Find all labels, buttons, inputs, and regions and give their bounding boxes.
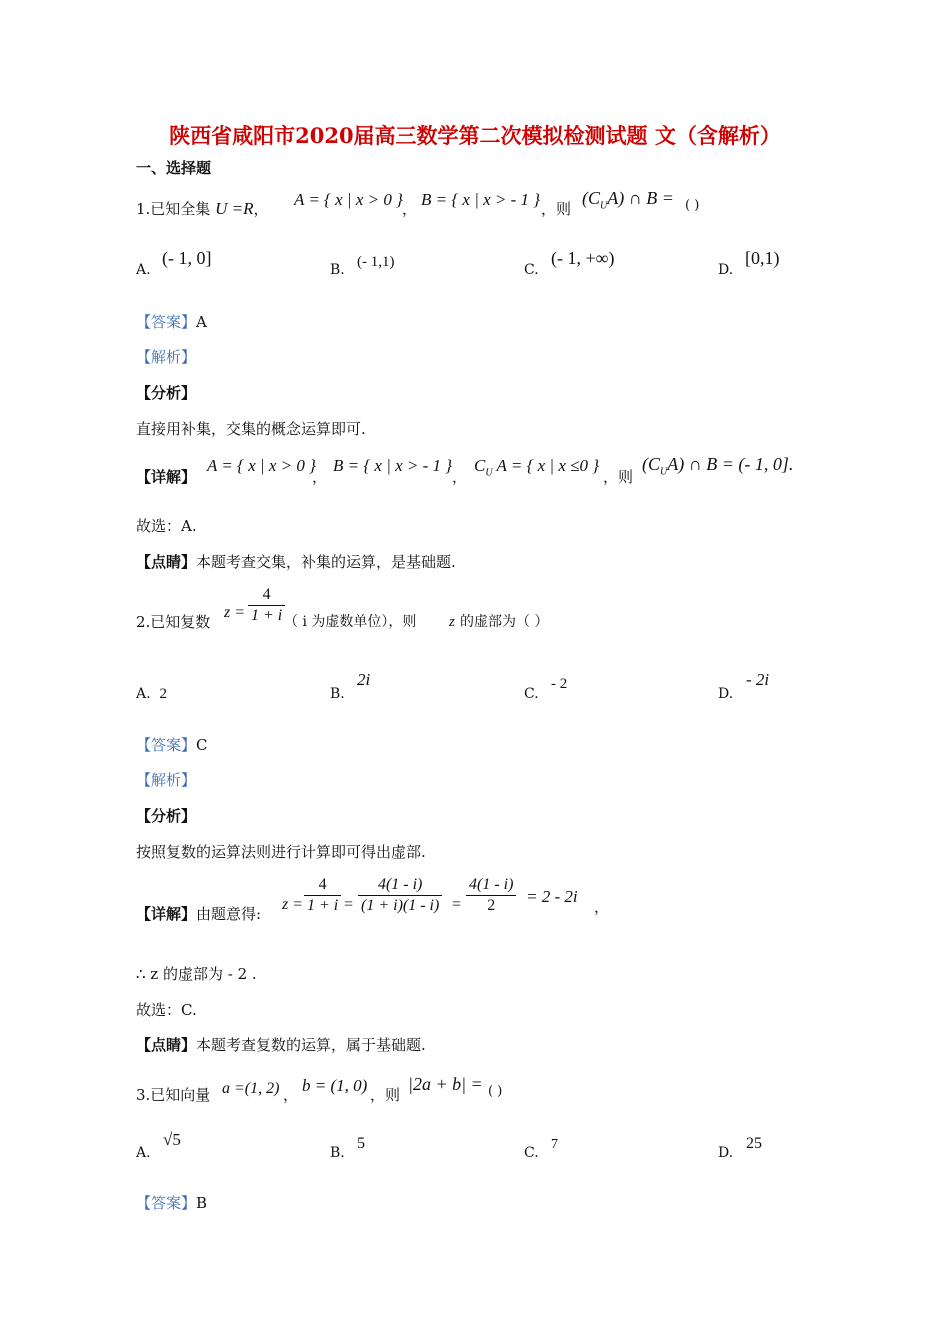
q3-answer: 【答案】B (136, 1194, 208, 1212)
q2-analysis-tag: 【解析】 (136, 771, 197, 789)
q3-option-d-label: D. (718, 1145, 734, 1161)
q1-detail-set-a: A = { x | x > 0 } (207, 456, 316, 475)
q2-detail-comma: ， (594, 898, 610, 916)
q2-choose: 故选：C. (136, 1001, 197, 1019)
q2-fenxi-tag: 【分析】 (136, 807, 197, 825)
q1-point: 【点睛】本题考查交集，补集的运算，是基础题. (136, 553, 456, 571)
q2-option-d-value: - 2i (746, 670, 770, 689)
q1-option-b-value: (- 1,1) (357, 254, 395, 270)
q2-option-c-value: - 2 (551, 676, 568, 692)
q3-expression: |2a + b| = (408, 1074, 483, 1094)
q3-option-a-label: A. (136, 1145, 151, 1161)
q2-fraction: $\frac{4}{1 + i}$ (246, 586, 287, 625)
q1-option-b-label: B. (330, 262, 345, 278)
q2-option-a: A. 2 (136, 686, 167, 702)
q3-option-a-value: √5 (163, 1130, 181, 1149)
q1-option-c-label: C. (524, 262, 539, 278)
q2-z: z (449, 614, 455, 630)
q1-set-a: A = { x | x > 0 } (294, 190, 403, 209)
q3-option-b-value: 5 (357, 1135, 365, 1152)
q1-fenxi-text: 直接用补集，交集的概念运算即可. (136, 420, 366, 438)
q3-vector-a: a =(1, 2) (222, 1080, 280, 1097)
q2-paren-note: （ i 为虚数单位），则 (284, 614, 417, 630)
q2-stem-post: 的虚部为（ ） (460, 614, 549, 630)
q1-answer-paren: ( ) (685, 198, 700, 213)
q3-then: 则 (385, 1086, 401, 1104)
q2-z-eq: z = (224, 604, 246, 621)
q1-stem-text: 1.已知全集 (136, 200, 211, 218)
q2-therefore: ∴ z 的虚部为 - 2 . (136, 965, 257, 983)
q1-set-b: B = { x | x > - 1 } (421, 190, 541, 209)
q2-detail-frac-2: $\frac{4(1 - i)}{(1 + i)(1 - i)}$ (356, 876, 444, 915)
q1-option-d-value: [0,1) (745, 248, 780, 268)
q2-option-c-label: C. (524, 686, 539, 702)
q1-option-d-label: D. (718, 262, 734, 278)
q3-option-c-label: C. (524, 1145, 539, 1161)
q2-detail-result: = 2 - 2i (526, 887, 578, 906)
page-title: 陕西省咸阳市2020届高三数学第二次模拟检测试题 文（含解析） (169, 123, 781, 148)
q3-vector-b: b = (1, 0) (302, 1076, 368, 1095)
q1-analysis-tag: 【解析】 (136, 348, 197, 366)
q1-option-a-value: (- 1, 0] (162, 248, 212, 268)
q1-detail-tag: 【详解】 (136, 468, 197, 486)
q3-answer-paren: ( ) (488, 1084, 503, 1099)
q2-stem-text: 2.已知复数 (136, 613, 211, 631)
q1-option-c-value: (- 1, +∞) (551, 248, 615, 268)
q1-detail-result: $(C_UA)$ ∩ B = (- 1, 0]. (642, 454, 794, 478)
q1-then: 则 (556, 200, 572, 218)
q2-option-d-label: D. (718, 686, 734, 702)
q1-expression: $(C_UA)$ ∩ B = (582, 188, 674, 212)
q2-answer: 【答案】C (136, 736, 208, 754)
q2-option-b-label: B. (330, 686, 345, 702)
q1-answer: 【答案】A (136, 313, 207, 331)
q2-detail-frac-1: $\frac{4}{1 + i}$ (302, 876, 343, 915)
q3-option-d-value: 25 (746, 1135, 762, 1152)
q2-point: 【点睛】本题考查复数的运算，属于基础题. (136, 1036, 426, 1054)
q1-choose: 故选：A. (136, 517, 197, 535)
q1-detail-complement: $C_U$ A = { x | x ≤0 } (474, 456, 600, 479)
section-heading: 一、选择题 (136, 159, 212, 177)
q1-detail-set-b: B = { x | x > - 1 } (333, 456, 453, 475)
question-1-stem: 1.已知全集 U =R， (136, 199, 269, 218)
q2-detail-frac-3: $\frac{4(1 - i)}{2}$ (464, 876, 518, 915)
q3-stem-text: 3.已知向量 (136, 1086, 211, 1104)
q3-option-b-label: B. (330, 1145, 345, 1161)
q1-fenxi-tag: 【分析】 (136, 384, 197, 402)
q1-option-a-label: A. (136, 262, 151, 278)
q3-option-c-value: 7 (551, 1137, 558, 1152)
q2-detail-lead: 【详解】由题意得: (136, 905, 262, 923)
q2-option-b-value: 2i (357, 670, 371, 689)
q1-detail-then: 则 (618, 468, 634, 486)
q1-universe: U =R (215, 199, 254, 218)
q2-fenxi-text: 按照复数的运算法则进行计算即可得出虚部. (136, 843, 426, 861)
